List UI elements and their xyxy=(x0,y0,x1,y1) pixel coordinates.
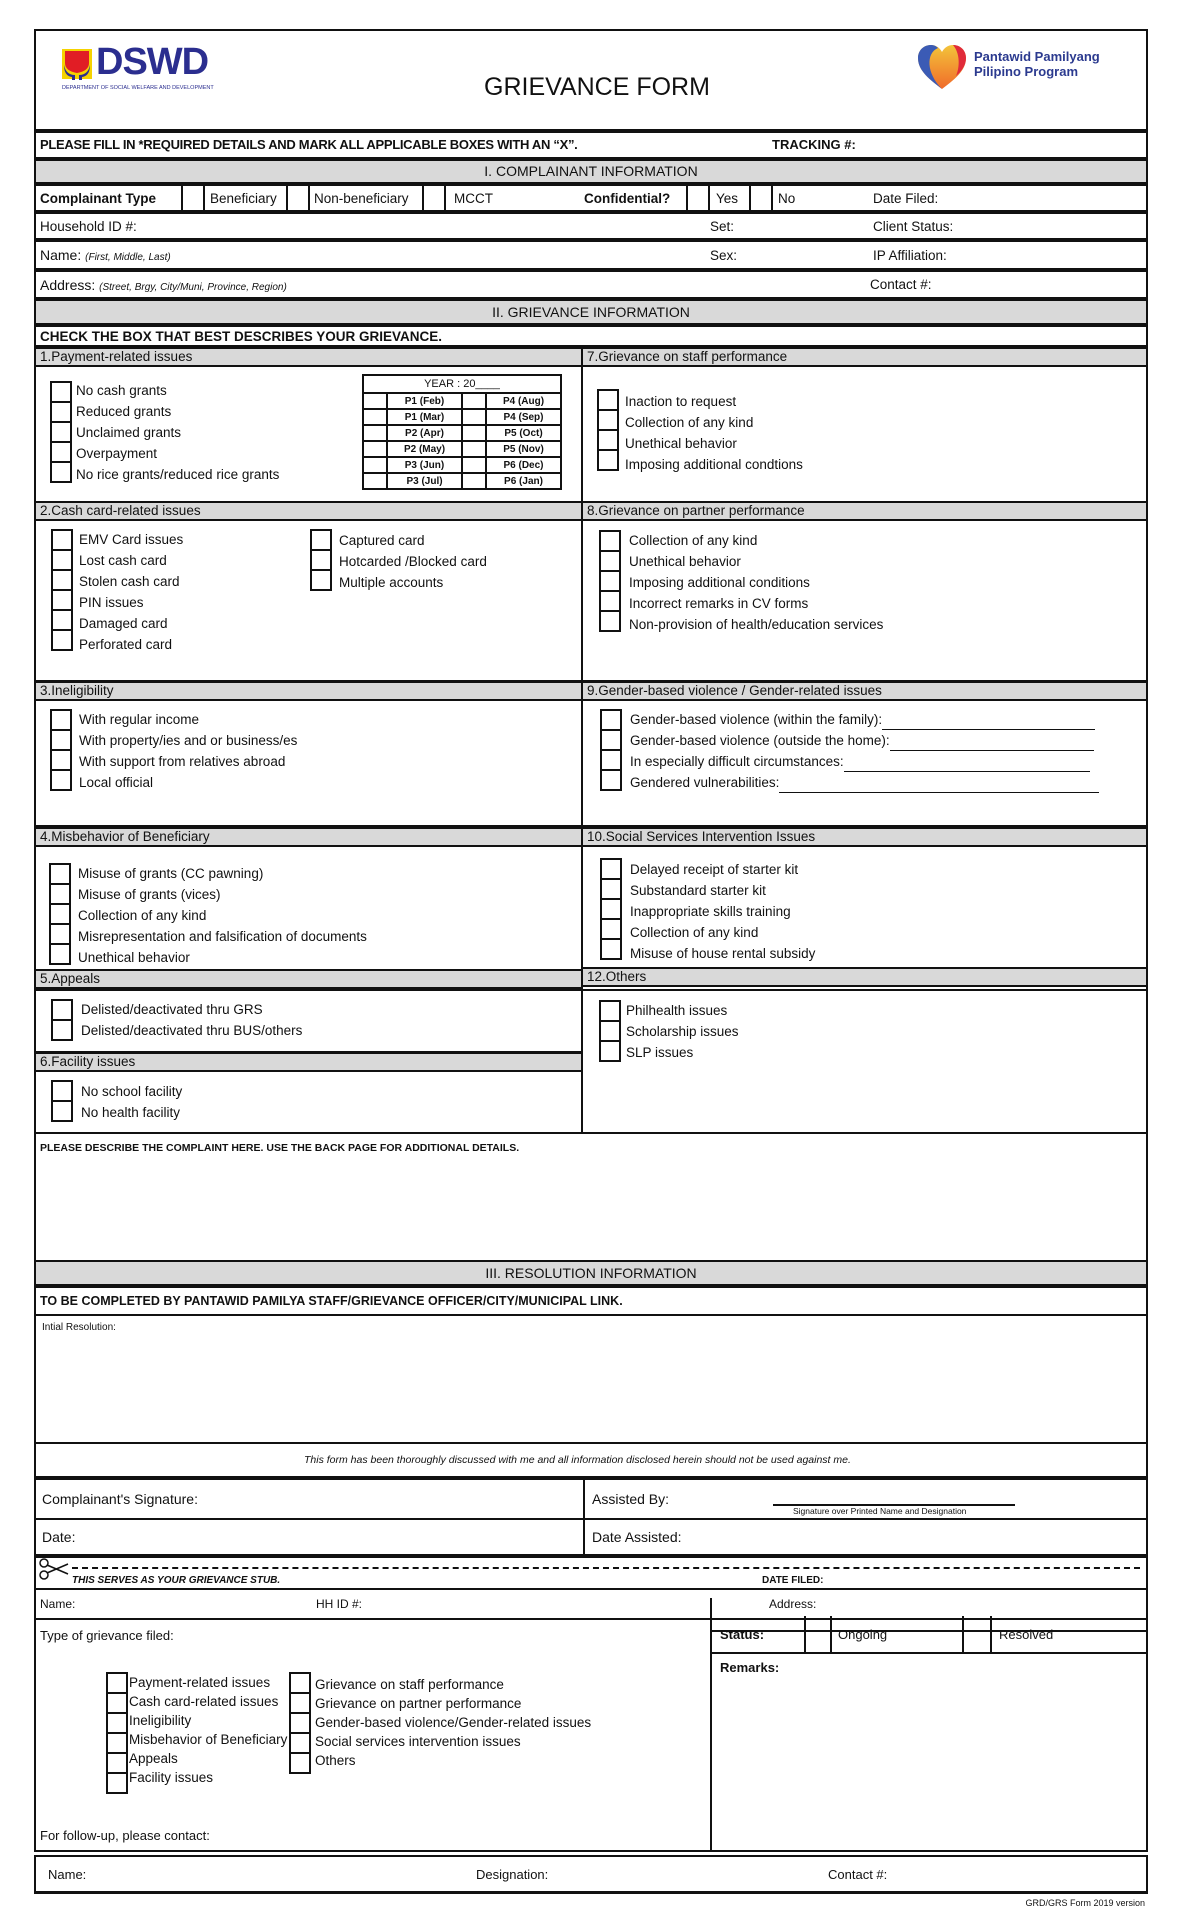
payment-item: Reduced grants xyxy=(76,404,172,419)
stub-staff-checkbox[interactable] xyxy=(289,1672,311,1694)
complaint-description-label: PLEASE DESCRIBE THE COMPLAINT HERE. USE THE BACK PAGE FOR ADDITIONAL DETAILS. xyxy=(40,1142,520,1154)
facility-item: No health facility xyxy=(81,1105,181,1120)
ineligibility-heading: 3.Ineligibility xyxy=(34,681,583,701)
sex-field[interactable]: Sex: xyxy=(710,248,738,263)
payment-issues-heading: 1.Payment-related issues xyxy=(34,347,583,367)
date-filed-field[interactable]: Date Filed: xyxy=(873,191,939,206)
misuse-vices-checkbox[interactable] xyxy=(49,883,71,905)
rental-subsidy-checkbox[interactable] xyxy=(600,938,622,960)
gbv-family-checkbox[interactable] xyxy=(600,709,622,731)
program-name-line2: Pilipino Program xyxy=(974,64,1079,79)
gender-item[interactable] xyxy=(630,730,1099,751)
misbehavior-item: Unethical behavior xyxy=(78,950,190,965)
page-title: GRIEVANCE FORM xyxy=(484,73,710,101)
philhealth-checkbox[interactable] xyxy=(599,1000,621,1022)
household-row xyxy=(34,212,1148,240)
complaint-description-area[interactable] xyxy=(34,1132,1148,1262)
ineligibility-item: With property/ies and or business/es xyxy=(79,733,298,748)
lost-card-checkbox[interactable] xyxy=(51,549,73,571)
period-checkbox[interactable] xyxy=(462,457,486,473)
others-body xyxy=(581,987,1148,1134)
type-nonbeneficiary-checkbox[interactable] xyxy=(286,184,310,212)
support-abroad-checkbox[interactable] xyxy=(50,749,72,771)
period-label: P3 (Jun) xyxy=(387,457,462,473)
misrepresentation-checkbox[interactable] xyxy=(49,923,71,945)
stub-type-item: Others xyxy=(315,1753,356,1768)
gender-item-label: Gender-based violence (outside the home): xyxy=(630,733,890,748)
section2-instruction: CHECK THE BOX THAT BEST DESCRIBES YOUR GRIEVANCE. xyxy=(40,329,443,344)
staff-item: Imposing additional condtions xyxy=(625,457,803,472)
stub-misbehavior-checkbox[interactable] xyxy=(106,1732,128,1754)
complainant-type-row xyxy=(34,184,1148,212)
contact-field[interactable]: Contact #: xyxy=(870,277,932,292)
pin-issues-checkbox[interactable] xyxy=(51,589,73,611)
status-ongoing-label: Ongoing xyxy=(838,1627,888,1642)
beneficiary-unethical-checkbox[interactable] xyxy=(49,943,71,965)
disclaimer-row xyxy=(34,1442,1148,1478)
stub-type-item: Appeals xyxy=(129,1751,178,1766)
date-row xyxy=(34,1518,1148,1556)
period-label: P5 (Oct) xyxy=(486,425,561,441)
name-label: Name: xyxy=(40,247,82,263)
payment-issues-body xyxy=(34,367,583,508)
period-checkbox[interactable] xyxy=(363,457,387,473)
period-label: P6 (Jan) xyxy=(486,473,561,489)
hotcarded-card-checkbox[interactable] xyxy=(310,549,332,571)
type-beneficiary-label: Beneficiary xyxy=(210,191,277,206)
scissors-icon xyxy=(38,1558,70,1580)
date-field[interactable]: Date: xyxy=(42,1529,76,1545)
partner-item: Collection of any kind xyxy=(629,533,758,548)
non-provision-checkbox[interactable] xyxy=(599,610,621,632)
followup-name-field[interactable]: Name: xyxy=(48,1867,87,1882)
cashcard-item: EMV Card issues xyxy=(79,532,184,547)
gender-item[interactable] xyxy=(630,772,1099,793)
stub-title: THIS SERVES AS YOUR GRIEVANCE STUB. xyxy=(72,1575,281,1586)
stub-type-box xyxy=(34,1618,717,1852)
dswd-logo-text: DSWD xyxy=(96,41,209,83)
section3-heading xyxy=(34,1260,1148,1286)
cashcard-item: Lost cash card xyxy=(79,553,167,568)
stub-type-label: Type of grievance filed: xyxy=(40,1628,174,1643)
disclaimer-text: This form has been thoroughly discussed with me and all information disclosed herein should not be used against me. xyxy=(304,1454,851,1466)
stub-address-field[interactable]: Address: xyxy=(769,1597,817,1611)
partner-item: Imposing additional conditions xyxy=(629,575,810,590)
social-item: Delayed receipt of starter kit xyxy=(630,862,799,877)
type-mcct-checkbox[interactable] xyxy=(422,184,446,212)
gbv-outside-checkbox[interactable] xyxy=(600,729,622,751)
stub-social-checkbox[interactable] xyxy=(289,1732,311,1754)
remarks-area[interactable] xyxy=(710,1654,1148,1852)
stub-hhid-field[interactable]: HH ID #: xyxy=(316,1597,363,1611)
period-checkbox[interactable] xyxy=(462,425,486,441)
payment-item: No cash grants xyxy=(76,383,167,398)
appeals-heading: 5.Appeals xyxy=(34,969,583,989)
gender-issues-body xyxy=(581,701,1148,827)
instructions-text: PLEASE FILL IN *REQUIRED DETAILS AND MARK ALL APPLICABLE BOXES WITH AN “X”. xyxy=(40,137,578,152)
facility-item: No school facility xyxy=(81,1084,183,1099)
confidential-no-label: No xyxy=(778,191,796,206)
period-label: P1 (Feb) xyxy=(387,393,462,409)
staff-imposing-checkbox[interactable] xyxy=(597,449,619,471)
gender-item-line[interactable] xyxy=(779,778,1099,793)
year-label[interactable]: YEAR : 20____ xyxy=(363,375,561,393)
set-field[interactable]: Set: xyxy=(710,219,735,234)
misbehavior-heading: 4.Misbehavior of Beneficiary xyxy=(34,827,583,847)
period-label: P4 (Aug) xyxy=(486,393,561,409)
staff-unethical-checkbox[interactable] xyxy=(597,429,619,451)
status-resolved-checkbox[interactable] xyxy=(962,1616,992,1652)
cashcard-item: PIN issues xyxy=(79,595,144,610)
period-label: P1 (Mar) xyxy=(387,409,462,425)
status-label: Status: xyxy=(720,1627,765,1642)
period-checkbox[interactable] xyxy=(363,393,387,409)
others-item: Philhealth issues xyxy=(626,1003,728,1018)
gender-item[interactable] xyxy=(630,751,1099,772)
slp-checkbox[interactable] xyxy=(599,1040,621,1062)
ip-affiliation-field[interactable]: IP Affiliation: xyxy=(873,248,947,263)
followup-contact-row xyxy=(34,1855,1148,1894)
dswd-logo xyxy=(62,41,232,97)
confidential-label: Confidential? xyxy=(584,191,671,206)
period-checkbox[interactable] xyxy=(363,409,387,425)
reduced-grants-checkbox[interactable] xyxy=(50,401,72,423)
social-item: Misuse of house rental subsidy xyxy=(630,946,816,961)
period-checkbox[interactable] xyxy=(462,473,486,489)
name-hint: (First, Middle, Last) xyxy=(85,252,171,263)
staff-performance-body xyxy=(581,367,1148,508)
others-heading: 12.Others xyxy=(581,967,1148,987)
period-checkbox[interactable] xyxy=(462,409,486,425)
date-assisted-field[interactable]: Date Assisted: xyxy=(592,1529,682,1545)
stub-others-checkbox[interactable] xyxy=(289,1752,311,1774)
payment-period-table xyxy=(362,374,562,490)
partner-imposing-checkbox[interactable] xyxy=(599,570,621,592)
dswd-logo-subtext: DEPARTMENT OF SOCIAL WELFARE AND DEVELOPMENT xyxy=(62,85,214,91)
followup-designation-field[interactable]: Designation: xyxy=(476,1867,549,1882)
cashcard-item: Perforated card xyxy=(79,637,173,652)
others-item: Scholarship issues xyxy=(626,1024,739,1039)
stub-type-item: Payment-related issues xyxy=(129,1675,271,1690)
ineligibility-body xyxy=(34,701,583,827)
stub-type-item: Cash card-related issues xyxy=(129,1694,279,1709)
instructions-row xyxy=(34,131,1148,159)
appeals-item: Delisted/deactivated thru BUS/others xyxy=(81,1023,303,1038)
stub-type-item: Ineligibility xyxy=(129,1713,192,1728)
complainant-signature-field[interactable]: Complainant's Signature: xyxy=(42,1491,198,1507)
gender-item-label: In especially difficult circumstances: xyxy=(630,754,844,769)
program-name-line1: Pantawid Pamilyang xyxy=(974,49,1100,64)
name-field[interactable] xyxy=(40,247,171,263)
perforated-card-checkbox[interactable] xyxy=(51,629,73,651)
address-field[interactable] xyxy=(40,277,287,293)
stub-payment-checkbox[interactable] xyxy=(106,1672,128,1694)
address-hint: (Street, Brgy, City/Muni, Province, Region) xyxy=(99,282,287,293)
social-services-heading: 10.Social Services Intervention Issues xyxy=(581,827,1148,847)
period-checkbox[interactable] xyxy=(363,473,387,489)
period-label: P2 (Apr) xyxy=(387,425,462,441)
cashcard-item: Damaged card xyxy=(79,616,168,631)
gender-item[interactable] xyxy=(630,709,1099,730)
period-label: P2 (May) xyxy=(387,441,462,457)
captured-card-checkbox[interactable] xyxy=(310,529,332,551)
dswd-emblem-icon xyxy=(62,49,92,81)
skills-training-checkbox[interactable] xyxy=(600,898,622,920)
payment-item: Unclaimed grants xyxy=(76,425,182,440)
no-school-facility-checkbox[interactable] xyxy=(51,1080,73,1102)
delayed-kit-checkbox[interactable] xyxy=(600,858,622,880)
gender-item-line[interactable] xyxy=(844,757,1090,772)
signature-row xyxy=(34,1478,1148,1520)
address-label: Address: xyxy=(40,277,96,293)
difficult-circumstances-checkbox[interactable] xyxy=(600,749,622,771)
initial-resolution-area[interactable] xyxy=(34,1314,1148,1444)
delisted-bus-checkbox[interactable] xyxy=(51,1019,73,1041)
section2-title: II. GRIEVANCE INFORMATION xyxy=(492,304,690,320)
section2-heading xyxy=(34,299,1148,325)
client-status-field[interactable]: Client Status: xyxy=(873,219,954,234)
confidential-yes-label: Yes xyxy=(716,191,739,206)
section3-title: III. RESOLUTION INFORMATION xyxy=(485,1265,697,1281)
stub-type-item: Misbehavior of Beneficiary xyxy=(129,1732,288,1747)
stub-type-item: Social services intervention issues xyxy=(315,1734,521,1749)
stub-gender-checkbox[interactable] xyxy=(289,1712,311,1734)
partner-unethical-checkbox[interactable] xyxy=(599,550,621,572)
facility-body xyxy=(34,1072,583,1134)
pantawid-logo xyxy=(916,43,1136,93)
partner-item: Non-provision of health/education services xyxy=(629,617,884,632)
type-mcct-label: MCCT xyxy=(454,191,493,206)
staff-item: Inaction to request xyxy=(625,394,737,409)
emv-card-checkbox[interactable] xyxy=(51,529,73,551)
no-health-facility-checkbox[interactable] xyxy=(51,1100,73,1122)
name-row xyxy=(34,240,1148,270)
type-nonbeneficiary-label: Non-beneficiary xyxy=(314,191,409,206)
form-header xyxy=(34,29,1148,131)
followup-label: For follow-up, please contact: xyxy=(40,1828,210,1843)
stub-date-filed[interactable]: DATE FILED: xyxy=(762,1575,824,1586)
address-row xyxy=(34,270,1148,299)
column-divider xyxy=(583,1518,585,1556)
stub-type-item: Grievance on staff performance xyxy=(315,1677,504,1692)
stub-appeals-checkbox[interactable] xyxy=(106,1752,128,1774)
followup-contact-field[interactable]: Contact #: xyxy=(828,1867,888,1882)
section2-instruction-row xyxy=(34,325,1148,347)
cut-line xyxy=(72,1567,1140,1569)
misbehavior-item: Misuse of grants (CC pawning) xyxy=(78,866,264,881)
social-collection-checkbox[interactable] xyxy=(600,918,622,940)
staff-item: Unethical behavior xyxy=(625,436,737,451)
social-item: Collection of any kind xyxy=(630,925,759,940)
gender-item-label: Gendered vulnerabilities: xyxy=(630,775,780,790)
period-label: P3 (Jul) xyxy=(387,473,462,489)
stub-cashcard-checkbox[interactable] xyxy=(106,1692,128,1714)
partner-item: Incorrect remarks in CV forms xyxy=(629,596,809,611)
misbehavior-item: Misrepresentation and falsification of documents xyxy=(78,929,367,944)
section1-heading xyxy=(34,159,1148,184)
assisted-by-field[interactable]: Assisted By: xyxy=(592,1491,670,1507)
form-version: GRD/GRS Form 2019 version xyxy=(1025,1898,1145,1908)
status-ongoing-checkbox[interactable] xyxy=(804,1616,832,1652)
section1-title: I. COMPLAINANT INFORMATION xyxy=(484,163,698,179)
facility-heading: 6.Facility issues xyxy=(34,1052,583,1072)
gendered-vulnerabilities-checkbox[interactable] xyxy=(600,769,622,791)
no-rice-grants-checkbox[interactable] xyxy=(50,461,72,483)
social-item: Inappropriate skills training xyxy=(630,904,791,919)
partner-performance-heading: 8.Grievance on partner performance xyxy=(581,501,1148,521)
ineligibility-item: With support from relatives abroad xyxy=(79,754,286,769)
cashcard-item: Multiple accounts xyxy=(339,575,444,590)
property-business-checkbox[interactable] xyxy=(50,729,72,751)
period-checkbox[interactable] xyxy=(462,441,486,457)
partner-collection-checkbox[interactable] xyxy=(599,530,621,552)
stub-type-item: Gender-based violence/Gender-related issues xyxy=(315,1715,592,1730)
period-checkbox[interactable] xyxy=(462,393,486,409)
inaction-checkbox[interactable] xyxy=(597,389,619,411)
stub-facility-checkbox[interactable] xyxy=(106,1772,128,1794)
damaged-card-checkbox[interactable] xyxy=(51,609,73,631)
misuse-pawning-checkbox[interactable] xyxy=(49,863,71,885)
column-divider xyxy=(583,1478,585,1520)
delisted-grs-checkbox[interactable] xyxy=(51,999,73,1021)
appeals-body xyxy=(34,989,583,1053)
payment-item: No rice grants/reduced rice grants xyxy=(76,467,280,482)
gender-item-line[interactable] xyxy=(890,736,1094,751)
incorrect-remarks-checkbox[interactable] xyxy=(599,590,621,612)
stub-status-box xyxy=(710,1618,1148,1654)
stub-partner-checkbox[interactable] xyxy=(289,1692,311,1714)
unclaimed-grants-checkbox[interactable] xyxy=(50,421,72,443)
initial-resolution-label: Intial Resolution: xyxy=(42,1322,116,1333)
cashcard-item: Captured card xyxy=(339,533,425,548)
stub-type-item: Facility issues xyxy=(129,1770,214,1785)
section3-instruction: TO BE COMPLETED BY PANTAWID PAMILYA STAFF/GRIEVANCE OFFICER/CITY/MUNICIPAL LINK. xyxy=(40,1294,623,1308)
gender-issues-heading: 9.Gender-based violence / Gender-related issues xyxy=(581,681,1148,701)
period-label: P4 (Sep) xyxy=(486,409,561,425)
stub-name-field[interactable]: Name: xyxy=(40,1597,76,1611)
type-beneficiary-checkbox[interactable] xyxy=(181,184,205,212)
gender-item-label: Gender-based violence (within the family): xyxy=(630,712,883,727)
local-official-checkbox[interactable] xyxy=(50,769,72,791)
household-id-field[interactable]: Household ID #: xyxy=(40,219,137,234)
others-item: SLP issues xyxy=(626,1045,694,1060)
remarks-label: Remarks: xyxy=(720,1660,780,1675)
confidential-yes-checkbox[interactable] xyxy=(686,184,710,212)
appeals-item: Delisted/deactivated thru GRS xyxy=(81,1002,263,1017)
staff-item: Collection of any kind xyxy=(625,415,754,430)
complainant-type-label: Complainant Type xyxy=(40,191,157,206)
stub-ineligibility-checkbox[interactable] xyxy=(106,1712,128,1734)
stolen-card-checkbox[interactable] xyxy=(51,569,73,591)
period-checkbox[interactable] xyxy=(363,441,387,457)
period-checkbox[interactable] xyxy=(363,425,387,441)
cashcard-item: Hotcarded /Blocked card xyxy=(339,554,487,569)
tracking-number-label[interactable]: TRACKING #: xyxy=(772,137,856,152)
stub-header-row xyxy=(34,1556,1148,1588)
payment-item: Overpayment xyxy=(76,446,158,461)
misbehavior-item: Collection of any kind xyxy=(78,908,207,923)
cash-card-heading: 2.Cash card-related issues xyxy=(34,501,583,521)
overpayment-checkbox[interactable] xyxy=(50,441,72,463)
beneficiary-collection-checkbox[interactable] xyxy=(49,903,71,925)
misbehavior-item: Misuse of grants (vices) xyxy=(78,887,221,902)
social-item: Substandard starter kit xyxy=(630,883,766,898)
staff-performance-heading: 7.Grievance on staff performance xyxy=(581,347,1148,367)
cash-card-body xyxy=(34,521,583,682)
period-label: P6 (Dec) xyxy=(486,457,561,473)
confidential-no-checkbox[interactable] xyxy=(749,184,773,212)
heart-family-icon xyxy=(916,43,968,91)
partner-item: Unethical behavior xyxy=(629,554,741,569)
gender-item-line[interactable] xyxy=(882,715,1095,730)
no-cash-grants-checkbox[interactable] xyxy=(50,381,72,403)
staff-collection-checkbox[interactable] xyxy=(597,409,619,431)
regular-income-checkbox[interactable] xyxy=(50,709,72,731)
ineligibility-item: Local official xyxy=(79,775,154,790)
stub-type-item: Grievance on partner performance xyxy=(315,1696,522,1711)
status-resolved-label: Resolved xyxy=(999,1627,1054,1642)
partner-performance-body xyxy=(581,521,1148,682)
cashcard-item: Stolen cash card xyxy=(79,574,180,589)
signature-caption: Signature over Printed Name and Designation xyxy=(793,1506,967,1516)
multiple-accounts-checkbox[interactable] xyxy=(310,569,332,591)
ineligibility-item: With regular income xyxy=(79,712,200,727)
scholarship-checkbox[interactable] xyxy=(599,1020,621,1042)
period-label: P5 (Nov) xyxy=(486,441,561,457)
section3-instruction-row xyxy=(34,1286,1148,1316)
substandard-kit-checkbox[interactable] xyxy=(600,878,622,900)
